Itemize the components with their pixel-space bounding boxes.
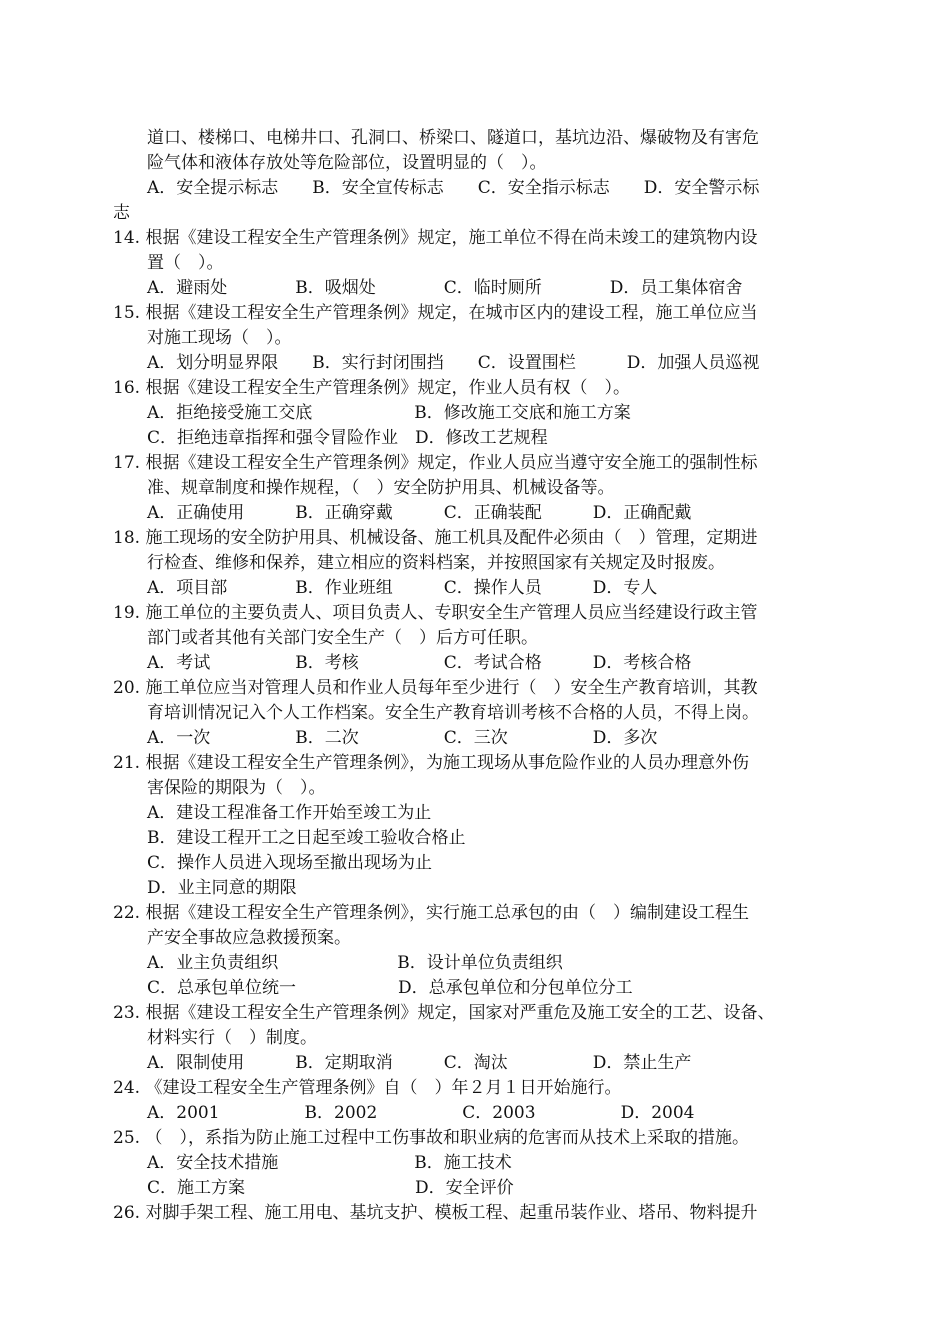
text-line: 志 (113, 203, 130, 223)
option-line: A．划分明显界限 B．实行封闭围挡 C．设置围栏 D．加强人员巡视 (147, 353, 760, 373)
text-line: 育培训情况记入个人工作档案。安全生产教育培训考核不合格的人员，不得上岗。 (147, 703, 759, 723)
text-line: 部门或者其他有关部门安全生产（ ）后方可任职。 (147, 628, 538, 648)
option-line: A．一次 B．二次 C．三次 D．多次 (147, 728, 658, 748)
option-line: A．业主负责组织 B．设计单位负责组织 (147, 953, 563, 973)
question-18: 18. 施工现场的安全防护用具、机械设备、施工机具及配件必须由（ ）管理，定期进 (113, 528, 758, 548)
question-20: 20. 施工单位应当对管理人员和作业人员每年至少进行（ ）安全生产教育培训，其教 (113, 678, 758, 698)
text-line: 置（ ）。 (147, 253, 224, 273)
option-line: C．拒绝违章指挥和强令冒险作业 D．修改工艺规程 (147, 428, 548, 448)
option-line: A．建设工程准备工作开始至竣工为止 (147, 803, 432, 823)
option-line: C．施工方案 D．安全评价 (147, 1178, 514, 1198)
question-25: 25. （ ），系指为防止施工过程中工伤事故和职业病的危害而从技术上采取的措施。 (113, 1128, 749, 1148)
option-line: C．总承包单位统一 D．总承包单位和分包单位分工 (147, 978, 633, 998)
option-line: A．安全技术措施 B．施工技术 (147, 1153, 512, 1173)
question-22: 22. 根据《建设工程安全生产管理条例》，实行施工总承包的由（ ）编制建设工程生 (113, 903, 749, 923)
option-line: A．拒绝接受施工交底 B．修改施工交底和施工方案 (147, 403, 631, 423)
question-14: 14. 根据《建设工程安全生产管理条例》规定，施工单位不得在尚未竣工的建筑物内设 (113, 228, 758, 248)
option-line: A．限制使用 B．定期取消 C．淘汰 D．禁止生产 (147, 1053, 692, 1073)
question-26: 26. 对脚手架工程、施工用电、基坑支护、模板工程、起重吊装作业、塔吊、物料提升 (113, 1203, 758, 1223)
text-line: 行检查、维修和保养，建立相应的资料档案，并按照国家有关规定及时报废。 (147, 553, 725, 573)
option-line: B．建设工程开工之日起至竣工验收合格止 (147, 828, 466, 848)
question-17: 17. 根据《建设工程安全生产管理条例》规定，作业人员应当遵守安全施工的强制性标 (113, 453, 758, 473)
question-16: 16. 根据《建设工程安全生产管理条例》规定，作业人员有权（ ）。 (113, 378, 630, 398)
option-line: A．避雨处 B．吸烟处 C．临时厕所 D．员工集体宿舍 (147, 278, 743, 298)
option-line: A．考试 B．考核 C．考试合格 D．考核合格 (147, 653, 692, 673)
question-21: 21. 根据《建设工程安全生产管理条例》，为施工现场从事危险作业的人员办理意外伤 (113, 753, 749, 773)
option-line: A．正确使用 B．正确穿戴 C．正确装配 D．正确配戴 (147, 503, 692, 523)
text-line: 险气体和液体存放处等危险部位，设置明显的（ ）。 (147, 153, 547, 173)
option-line: C．操作人员进入现场至撤出现场为止 (147, 853, 433, 873)
text-line: 准、规章制度和操作规程，（ ）安全防护用具、机械设备等。 (147, 478, 615, 498)
question-15: 15. 根据《建设工程安全生产管理条例》规定，在城市区内的建设工程，施工单位应当 (113, 303, 758, 323)
text-line: 材料实行（ ）制度。 (147, 1028, 317, 1048)
text-line: 害保险的期限为（ ）。 (147, 778, 326, 798)
question-19: 19. 施工单位的主要负责人、项目负责人、专职安全生产管理人员应当经建设行政主管 (113, 603, 758, 623)
question-23: 23. 根据《建设工程安全生产管理条例》规定，国家对严重危及施工安全的工艺、设备、 (113, 1003, 775, 1023)
option-line: D．业主同意的期限 (147, 878, 297, 898)
text-line: 道口、楼梯口、电梯井口、孔洞口、桥梁口、隧道口，基坑边沿、爆破物及有害危 (147, 128, 759, 148)
option-line: A．安全提示标志 B．安全宣传标志 C．安全指示标志 D．安全警示标 (147, 178, 760, 198)
question-24: 24. 《建设工程安全生产管理条例》自（ ）年２月１日开始施行。 (113, 1078, 622, 1098)
option-line: A．项目部 B．作业班组 C．操作人员 D．专人 (147, 578, 658, 598)
text-line: 产安全事故应急救援预案。 (147, 928, 351, 948)
text-line: 对施工现场（ ）。 (147, 328, 292, 348)
option-line: A．2001 B．2002 C．2003 D．2004 (147, 1103, 695, 1123)
